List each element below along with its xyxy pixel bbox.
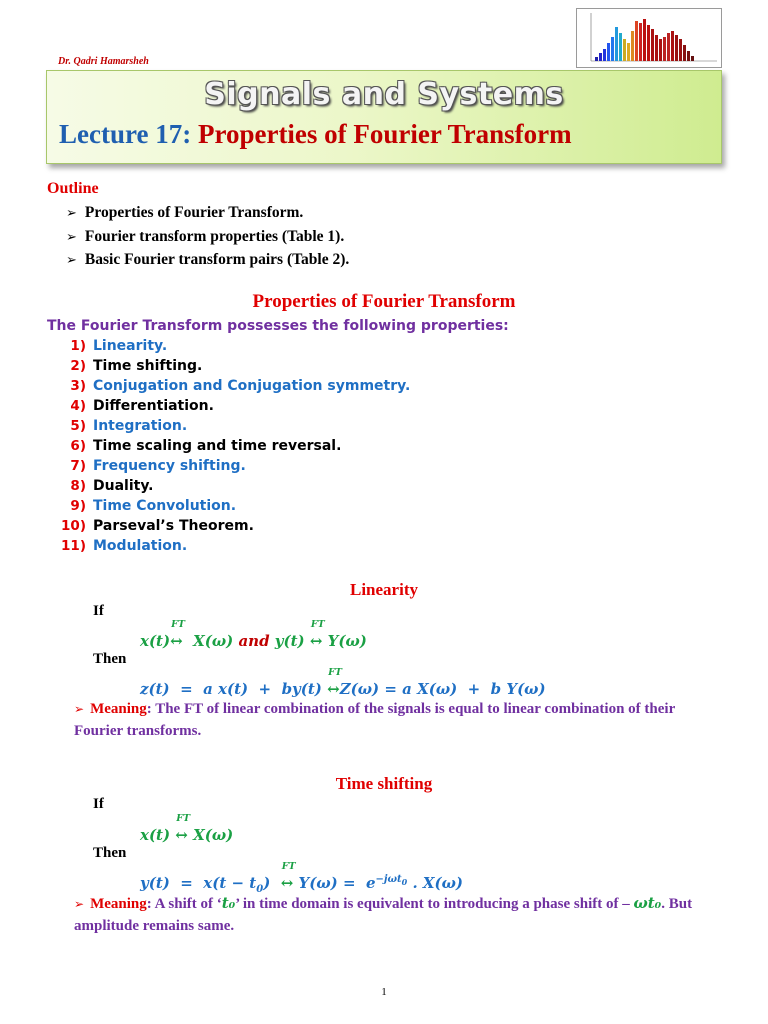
arrow-bullet-icon: ➢ <box>66 230 77 245</box>
banner-title: Signals and Systems <box>204 77 564 112</box>
linearity-premise-equation: x(t) FT ↔ X(ω) and y(t) FT ↔ Y(ω) <box>140 619 367 650</box>
time-shifting-result-equation: $y(t) = x(t - t_0)$ FT ↔ $Y(\omega) = e^{-j\omega t_0}$ . X(ω) <box>140 861 463 895</box>
histogram-image <box>577 9 721 67</box>
property-frequency-shifting: Frequency shifting. <box>93 458 246 474</box>
arrow-bullet-icon: ➢ <box>74 702 85 716</box>
property-time-scaling: Time scaling and time reversal. <box>93 438 342 454</box>
property-differentiation: Differentiation. <box>93 398 214 414</box>
time-shifting-meaning: ➢ Meaning: A shift of ‘t₀’ in time domain is equivalent to introducing a phase shift of – ωt₀. But amplitude remains same. <box>74 894 693 934</box>
linearity-if: If <box>93 603 104 619</box>
time-shifting-if: If <box>93 796 104 812</box>
lecture-number: Lecture 17: <box>59 119 192 149</box>
lecture-topic: Properties of Fourier Transform <box>197 119 572 149</box>
property-time-convolution: Time Convolution. <box>93 498 237 514</box>
banner-subtitle <box>59 119 572 150</box>
properties-list: 1) Linearity. 2) Time shifting. 3) Conjugation and Conjugation symmetry. 4) Differentiation. 5) Integration. 6) Time scaling and time reversal. 7) Frequency shifting. 8) Duality. 9) Time Convolution. 10) Parseval’s Theorem. 11) Modulation. <box>61 338 411 554</box>
property-duality: Duality. <box>93 478 154 494</box>
linearity-then: Then <box>93 651 127 667</box>
property-time-shifting: Time shifting. <box>93 358 203 374</box>
time-shifting-premise-equation: x(t) FT ↔ X(ω) <box>140 813 234 844</box>
histogram-thumbnail <box>576 8 722 68</box>
arrow-bullet-icon: ➢ <box>66 206 77 221</box>
page-number: 1 <box>381 986 387 998</box>
outline-item: ➢ Basic Fourier transform pairs (Table 2). <box>66 251 350 268</box>
outline-item: ➢ Properties of Fourier Transform. <box>66 204 304 221</box>
outline-item: ➢ Fourier transform properties (Table 1). <box>66 228 345 245</box>
outline-heading: Outline <box>47 180 99 197</box>
linearity-meaning: ➢ Meaning: The FT of linear combination of the signals is equal to linear combination of their Fourier transforms. <box>74 701 675 739</box>
linearity-result-equation: z(t) = a x(t) + by(t) FT ↔Z(ω) = a X(ω) + b Y(ω) <box>140 667 546 698</box>
property-modulation: Modulation. <box>93 538 188 554</box>
property-conjugation: Conjugation and Conjugation symmetry. <box>93 378 411 394</box>
time-shifting-then: Then <box>93 845 127 861</box>
property-linearity: Linearity. <box>93 338 168 354</box>
arrow-bullet-icon: ➢ <box>66 253 77 268</box>
properties-intro: The Fourier Transform possesses the following properties: <box>47 318 509 334</box>
properties-heading: Properties of Fourier Transform <box>252 291 516 312</box>
arrow-bullet-icon: ➢ <box>74 897 85 911</box>
title-banner <box>46 70 722 164</box>
linearity-heading: Linearity <box>350 580 418 599</box>
property-integration: Integration. <box>93 418 188 434</box>
property-parseval: Parseval’s Theorem. <box>93 518 254 534</box>
time-shifting-heading: Time shifting <box>335 774 433 793</box>
author-name: Dr. Qadri Hamarsheh <box>58 56 149 67</box>
